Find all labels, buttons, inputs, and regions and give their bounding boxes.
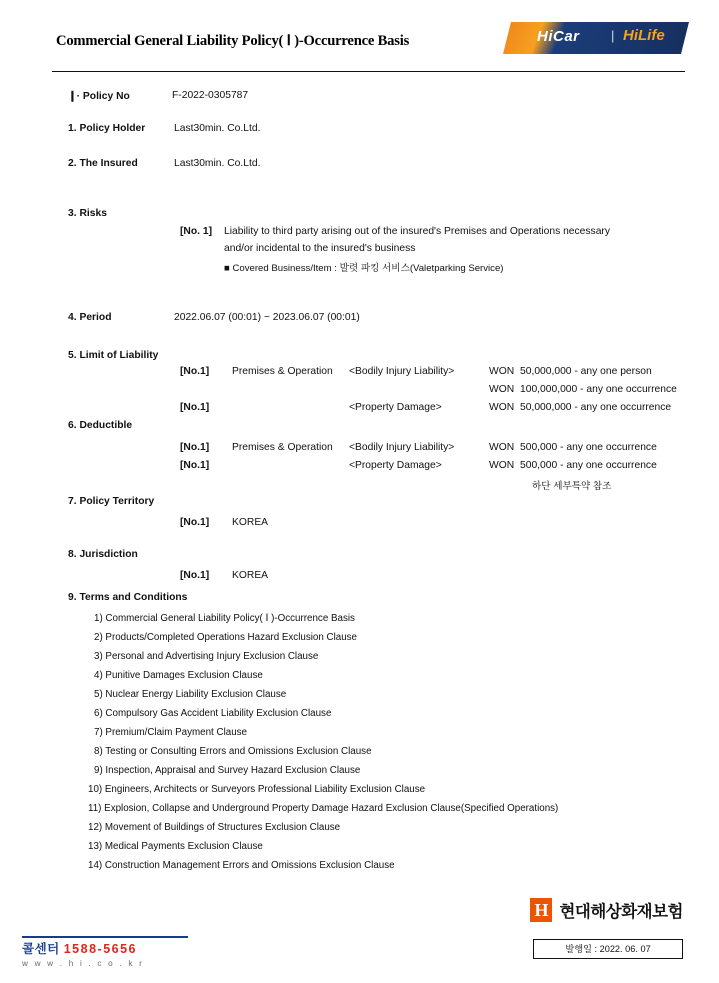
deductible-row-0-currency: WON (489, 442, 515, 453)
terms-item: 8) Testing or Consulting Errors and Omissions Exclusion Clause (94, 746, 372, 757)
limit-row-2-amount: 50,000,000 - any one occurrence (520, 402, 672, 413)
document-header (52, 14, 685, 72)
risks-line-2: and/or incidental to the insured's business (224, 243, 416, 254)
company-name: 현대해상화재보험 (559, 903, 683, 921)
policy-no-value: F-2022-0305787 (172, 90, 249, 101)
deductible-note: 하단 세부특약 참조 (532, 481, 612, 492)
company-logo (530, 898, 683, 922)
deductible-row-0-amount: 500,000 - any one occurrence (520, 442, 657, 453)
deductible-row-1-amount: 500,000 - any one occurrence (520, 460, 657, 471)
limit-row-0-amount: 50,000,000 - any one person (520, 366, 652, 377)
insured-label: 2. The Insured (68, 158, 138, 169)
terms-item: 13) Medical Payments Exclusion Clause (88, 841, 263, 852)
period-label: 4. Period (68, 312, 112, 323)
page-title: Commercial General Liability Policy( Ⅰ )-Occurrence Basis (56, 33, 410, 49)
limit-row-1-amount: 100,000,000 - any one occurrence (520, 384, 677, 395)
limit-row-2-type: <Property Damage> (349, 402, 442, 413)
logo-hicar-text: HiCar (537, 28, 580, 45)
terms-item: 5) Nuclear Energy Liability Exclusion Clause (94, 689, 287, 700)
call-center-block (22, 939, 144, 968)
deductible-row-0-coverage: Premises & Operation (232, 442, 333, 453)
terms-item: 12) Movement of Buildings of Structures Exclusion Clause (88, 822, 341, 833)
insured-value: Last30min. Co.Ltd. (174, 158, 261, 169)
terms-item: 10) Engineers, Architects or Surveyors Professional Liability Exclusion Clause (88, 784, 426, 795)
terms-item: 4) Punitive Damages Exclusion Clause (94, 670, 263, 681)
period-value: 2022.06.07 (00:01) ~ 2023.06.07 (00:01) (174, 312, 360, 323)
deductible-row-1-currency: WON (489, 460, 515, 471)
terms-item: 6) Compulsory Gas Accident Liability Exclusion Clause (94, 708, 332, 719)
terms-item: 7) Premium/Claim Payment Clause (94, 727, 247, 738)
policy-territory-label: 7. Policy Territory (68, 496, 155, 507)
deductible-row-0-type: <Bodily Injury Liability> (349, 442, 455, 453)
policy-territory-no: [No.1] (180, 517, 210, 528)
issue-date-box: 발행일 : 2022. 06. 07 (533, 939, 683, 959)
brand-logo (503, 22, 689, 54)
policy-no-label: ❙· Policy No (68, 91, 130, 102)
limit-row-0-no: [No.1] (180, 366, 210, 377)
limit-row-2-currency: WON (489, 402, 515, 413)
policy-territory-value: KOREA (232, 517, 269, 528)
terms-item: 11) Explosion, Collapse and Underground Property Damage Hazard Exclusion Clause(Specified Operations) (88, 803, 559, 814)
limit-row-0-type: <Bodily Injury Liability> (349, 366, 455, 377)
deductible-row-1-type: <Property Damage> (349, 460, 442, 471)
jurisdiction-no: [No.1] (180, 570, 210, 581)
logo-hilife-text: HiLife (623, 27, 665, 44)
hyundai-h-icon: H (530, 898, 552, 922)
deductible-row-1-no: [No.1] (180, 460, 210, 471)
call-center-line (22, 939, 144, 957)
terms-item: 3) Personal and Advertising Injury Exclusion Clause (94, 651, 319, 662)
terms-item: 9) Inspection, Appraisal and Survey Hazard Exclusion Clause (94, 765, 361, 776)
document-page (0, 14, 719, 983)
terms-item: 1) Commercial General Liability Policy( Ⅰ )-Occurrence Basis (94, 613, 355, 624)
limit-row-1-currency: WON (489, 384, 515, 395)
terms-item: 2) Products/Completed Operations Hazard Exclusion Clause (94, 632, 358, 643)
call-center-number: 1588-5656 (63, 942, 137, 956)
call-center-label: 콜센터 (22, 942, 60, 956)
limit-row-0-currency: WON (489, 366, 515, 377)
terms-item: 14) Construction Management Errors and Omissions Exclusion Clause (88, 860, 395, 871)
risks-line-3: ■ Covered Business/Item : 발렷 파킹 서비스(Valetparking Service) (224, 263, 504, 274)
logo-separator: | (611, 28, 615, 43)
website-url: w w w . h i . c o . k r (22, 959, 145, 968)
jurisdiction-label: 8. Jurisdiction (68, 549, 138, 560)
policy-holder-label: 1. Policy Holder (68, 123, 146, 134)
limit-of-liability-label: 5. Limit of Liability (68, 350, 159, 361)
terms-label: 9. Terms and Conditions (68, 592, 188, 603)
deductible-row-0-no: [No.1] (180, 442, 210, 453)
policy-holder-value: Last30min. Co.Ltd. (174, 123, 261, 134)
risks-line-1: Liability to third party arising out of the insured's Premises and Operations necessary (224, 226, 611, 237)
risks-item-no: [No. 1] (180, 226, 213, 237)
limit-row-0-coverage: Premises & Operation (232, 366, 333, 377)
footer-divider (22, 936, 188, 938)
deductible-label: 6. Deductible (68, 420, 133, 431)
limit-row-2-no: [No.1] (180, 402, 210, 413)
risks-label: 3. Risks (68, 208, 107, 219)
jurisdiction-value: KOREA (232, 570, 269, 581)
